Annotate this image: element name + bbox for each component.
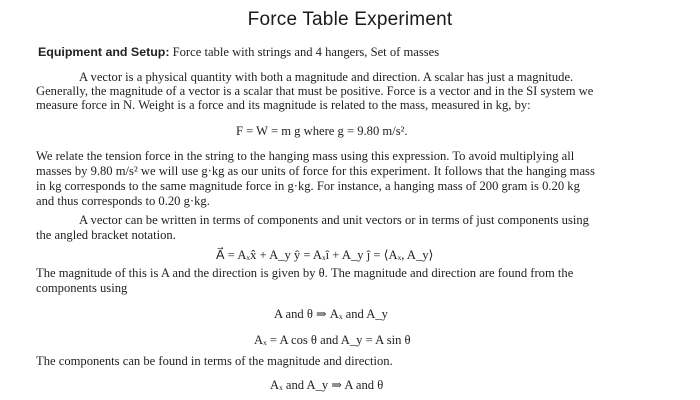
equipment-line [38,45,439,60]
paragraph-3-line-2: the angled bracket notation. [36,228,176,242]
paragraph-2-line-4: and thus corresponds to 0.20 g·kg. [36,194,210,208]
paragraph-1-line-3: measure force in N. Weight is a force and its magnitude is related to the mass, measured in kg, by: [36,98,531,112]
equipment-text: Force table with strings and 4 hangers, Set of masses [169,45,440,59]
equation-vector-notation: A⃗ = Aₓx̂ + A_y ŷ = Aₓî + A_y ĵ = ⟨Aₓ, A_y⟩ [216,248,434,262]
equation-weight: F = W = m g where g = 9.80 m/s². [236,124,408,138]
paragraph-2-line-2: masses by 9.80 m/s² we will use g·kg as our units of force for this experiment. It follows that the hanging mass [36,164,595,178]
document-title: Force Table Experiment [247,9,453,30]
equation-component-formulas: Aₓ = A cos θ and A_y = A sin θ [254,333,411,347]
paragraph-4-line-1: The magnitude of this is A and the direction is given by θ. The magnitude and direction are found from the [36,266,574,280]
paragraph-3-line-1: A vector can be written in terms of components and unit vectors or in terms of just components using [79,213,589,227]
paragraph-2-line-3: in kg corresponds to the same magnitude force in g·kg. For instance, a hanging mass of 200 gram is 0.20 kg [36,179,580,193]
equation-components-to-magnitude: Aₓ and A_y ⇒ A and θ [270,378,384,392]
equation-magnitude-to-components: A and θ ⇒ Aₓ and A_y [274,307,388,321]
equipment-label: Equipment and Setup: [38,45,170,59]
paragraph-4-line-2: components using [36,281,128,295]
paragraph-5: The components can be found in terms of the magnitude and direction. [36,354,393,368]
paragraph-1-line-2: Generally, the magnitude of a vector is a scalar that must be positive. Force is a vector and in the SI system we [36,84,594,98]
paragraph-2-line-1: We relate the tension force in the string to the hanging mass using this expression. To avoid multiplying all [36,149,575,163]
paragraph-1-line-1: A vector is a physical quantity with both a magnitude and direction. A scalar has just a magnitude. [79,70,574,84]
